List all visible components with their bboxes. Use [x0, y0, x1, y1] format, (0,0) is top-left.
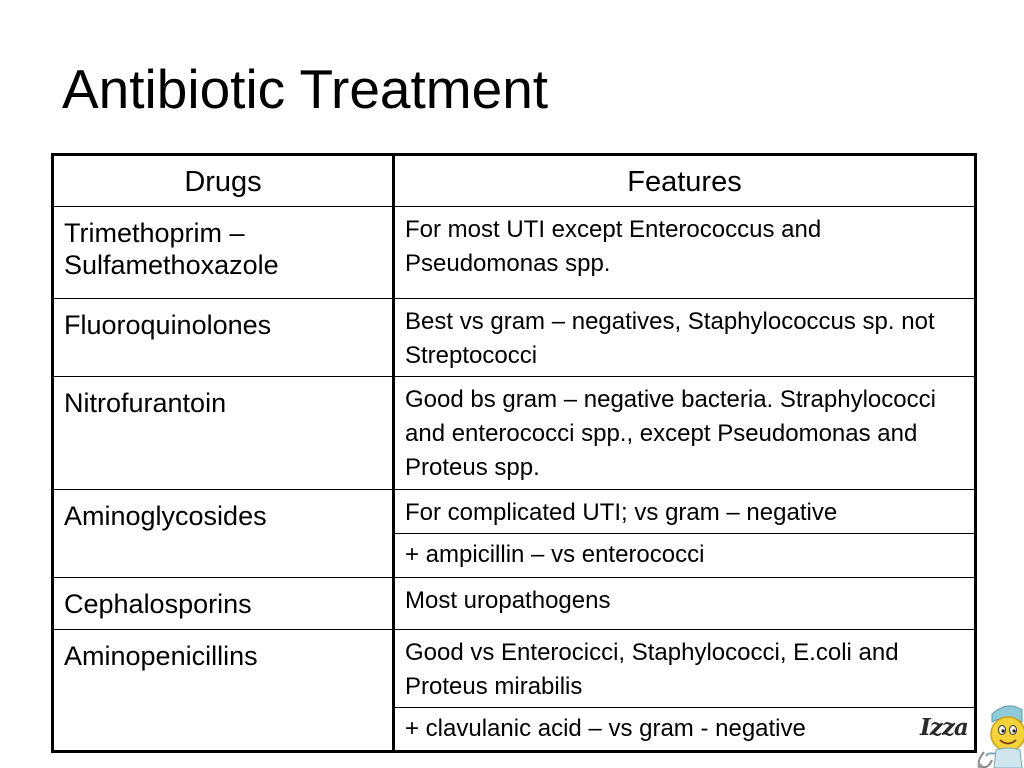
header-features: Features — [394, 155, 976, 207]
drug-cell: Fluoroquinolones — [53, 299, 394, 377]
drug-cell: Cephalosporins — [53, 578, 394, 630]
smiley-mascot-icon — [918, 700, 1024, 768]
feature-cell: + clavulanic acid – vs gram - negative — [394, 708, 976, 752]
drug-cell: Nitrofurantoin — [53, 377, 394, 490]
header-drugs: Drugs — [53, 155, 394, 207]
feature-cell: Good vs Enterocicci, Staphylococci, E.coli and Proteus mirabilis — [394, 630, 976, 708]
feature-cell: Best vs gram – negatives, Staphylococcus sp. not Streptococci — [394, 299, 976, 377]
table-row — [53, 299, 976, 377]
table-row — [53, 207, 976, 299]
drug-cell: Trimethoprim – Sulfamethoxazole — [53, 207, 394, 299]
izza-logo — [918, 700, 1024, 768]
table-row — [53, 578, 976, 630]
drug-cell: Aminoglycosides — [53, 490, 394, 578]
table-header-row — [53, 155, 976, 207]
feature-cell: Good bs gram – negative bacteria. Straphylococci and enterococci spp., except Pseudomonas and Proteus spp. — [394, 377, 976, 490]
feature-cell: For complicated UTI; vs gram – negative — [394, 490, 976, 534]
feature-cell: For most UTI except Enterococcus and Pseudomonas spp. — [394, 207, 976, 299]
feature-cell: + ampicillin – vs enterococci — [394, 534, 976, 578]
table-row — [53, 630, 976, 708]
antibiotic-table — [51, 153, 977, 753]
table-row — [53, 377, 976, 490]
drug-cell: Aminopenicillins — [53, 630, 394, 752]
table-row — [53, 490, 976, 534]
feature-cell: Most uropathogens — [394, 578, 976, 630]
slide-title: Antibiotic Treatment — [62, 58, 549, 120]
logo-text: Izza — [920, 714, 968, 741]
